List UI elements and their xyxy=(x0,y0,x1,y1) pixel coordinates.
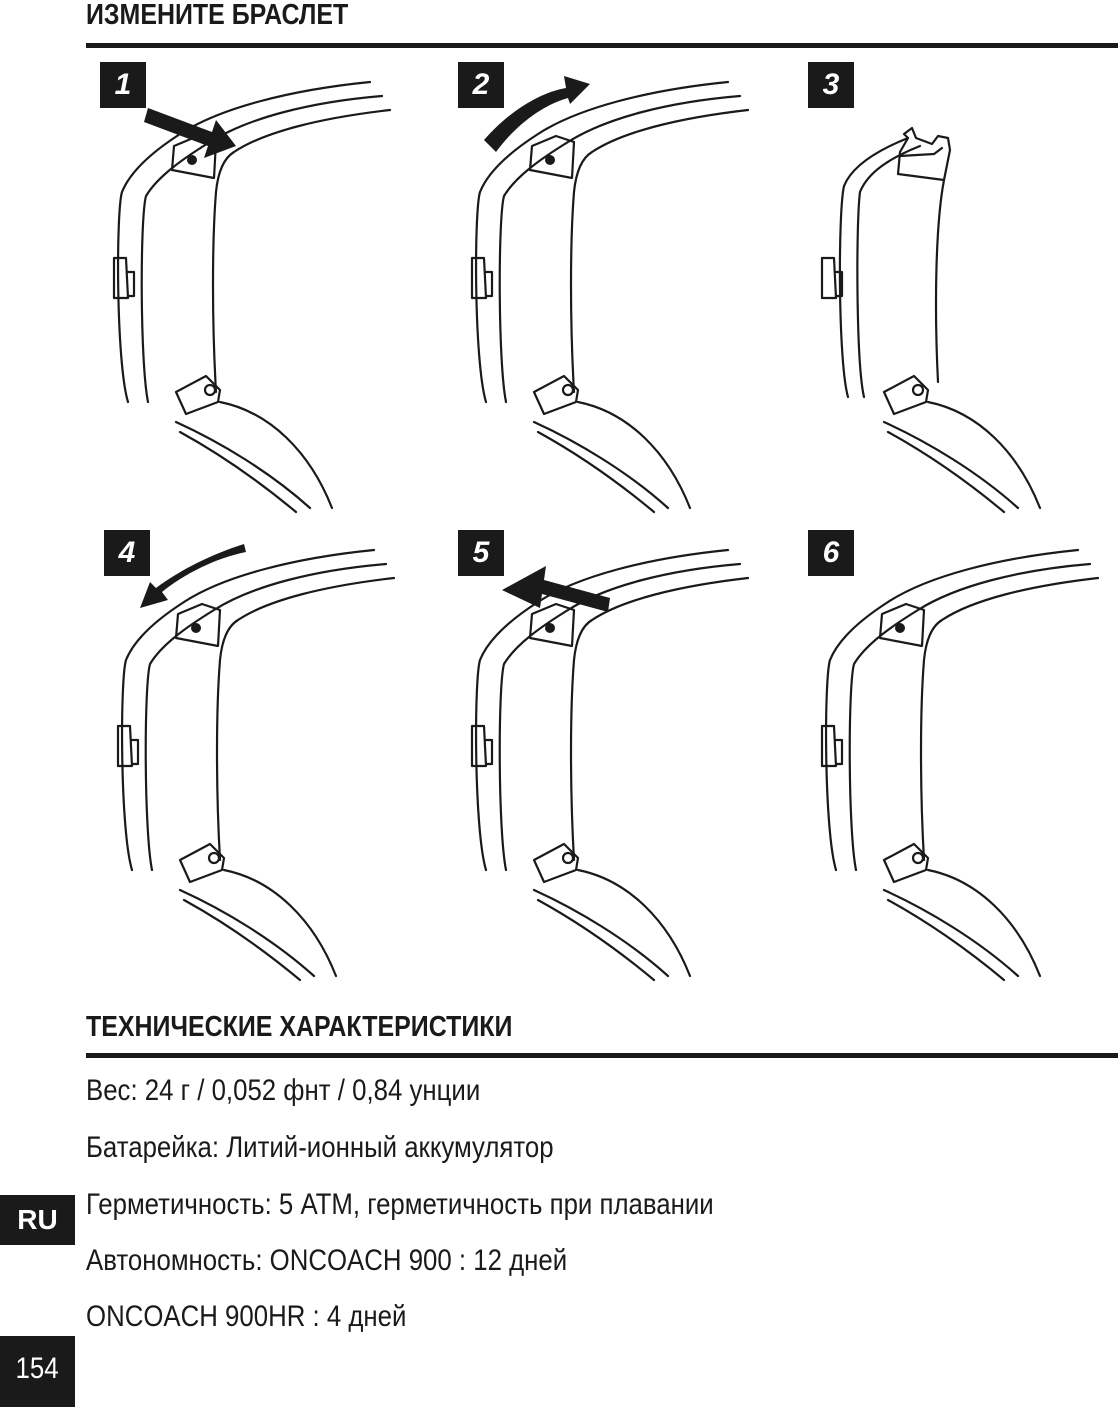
bracelet-drawing xyxy=(100,62,450,522)
band-inner-edge xyxy=(217,578,394,860)
step-number-badge: 3 xyxy=(808,62,854,108)
step-number-badge: 1 xyxy=(100,62,146,108)
band-inner-edge xyxy=(571,578,748,860)
side-button xyxy=(822,726,836,766)
step-number-badge: 6 xyxy=(808,530,854,576)
bracelet-drawing xyxy=(458,62,808,522)
bracelet-drawing xyxy=(104,530,454,990)
band-inner-edge xyxy=(857,146,920,397)
side-button-tab xyxy=(836,740,842,764)
side-button-tab xyxy=(128,272,134,296)
bottom-clip-pin xyxy=(913,853,923,863)
band-inside xyxy=(936,180,944,382)
bracelet-drawing xyxy=(458,530,808,990)
band-middle-edge xyxy=(500,96,740,402)
step-number-badge: 5 xyxy=(458,530,504,576)
spec-weight: Вес: 24 г / 0,052 фнт / 0,84 унции xyxy=(86,1074,481,1107)
step-4-illustration xyxy=(104,530,454,990)
section-title-specs: ТЕХНИЧЕСКИЕ ХАРАКТЕРИСТИКИ xyxy=(86,1011,513,1043)
clip-pin xyxy=(895,623,905,633)
step-1-illustration xyxy=(100,62,450,522)
band-inner-edge xyxy=(571,110,748,392)
spec-autonomy: Автономность: ONCOACH 900 : 12 дней xyxy=(86,1244,568,1277)
side-button xyxy=(822,258,836,298)
bottom-clip-pin xyxy=(205,385,215,395)
side-button xyxy=(118,726,132,766)
step-2-illustration xyxy=(458,62,808,522)
lower-band-middle xyxy=(180,432,296,512)
lower-band-middle xyxy=(538,432,654,512)
lower-band-outer xyxy=(534,422,668,508)
band-outer-edge xyxy=(826,550,1078,870)
lower-band-middle xyxy=(538,900,654,980)
step-number-badge: 4 xyxy=(104,530,150,576)
band-outer-edge xyxy=(118,82,370,402)
spec-autonomy-hr: ONCOACH 900HR : 4 дней xyxy=(86,1300,407,1333)
lower-band-middle xyxy=(888,432,1004,512)
bottom-clip-pin xyxy=(209,853,219,863)
page-number-tab xyxy=(0,1336,75,1407)
spec-water-resistance: Герметичность: 5 АТМ, герметичность при плавании xyxy=(86,1188,714,1221)
band-inner-edge xyxy=(213,110,390,392)
side-button xyxy=(472,258,486,298)
step-3-illustration xyxy=(808,62,1118,522)
lower-band-outer xyxy=(180,890,314,976)
section-title-change-bracelet: ИЗМЕНИТЕ БРАСЛЕТ xyxy=(86,0,349,31)
side-button xyxy=(472,726,486,766)
direction-arrow xyxy=(140,544,246,608)
bottom-clip-pin xyxy=(563,385,573,395)
page-number: 154 xyxy=(15,1352,60,1385)
section-divider xyxy=(86,1053,1118,1058)
lower-band-middle xyxy=(184,900,300,980)
band-middle-edge xyxy=(146,564,386,870)
band-middle-edge xyxy=(850,564,1090,870)
band-middle-edge xyxy=(500,564,740,870)
side-button-tab xyxy=(486,272,492,296)
bottom-clip-pin xyxy=(913,385,923,395)
language-tab: RU xyxy=(0,1195,75,1245)
lower-band-outer xyxy=(884,422,1018,508)
lower-band-outer xyxy=(176,422,310,508)
clip-pin xyxy=(545,155,555,165)
bottom-clip-pin xyxy=(563,853,573,863)
side-button-tab xyxy=(132,740,138,764)
side-button-tab xyxy=(486,740,492,764)
step-6-illustration xyxy=(808,530,1118,990)
bracelet-drawing xyxy=(808,530,1118,990)
band-middle-edge xyxy=(142,96,382,402)
clip-pin xyxy=(191,623,201,633)
spec-battery: Батарейка: Литий-ионный аккумулятор xyxy=(86,1131,554,1164)
lower-band-outer xyxy=(534,890,668,976)
band-outer-edge xyxy=(840,138,908,397)
step-5-illustration xyxy=(458,530,808,990)
section-divider xyxy=(86,43,1118,48)
step-number-badge: 2 xyxy=(458,62,504,108)
clip-pin xyxy=(187,155,197,165)
bracelet-drawing xyxy=(808,62,1118,522)
lower-band-outer xyxy=(884,890,1018,976)
lower-band-middle xyxy=(888,900,1004,980)
side-button xyxy=(114,258,128,298)
band-inner-edge xyxy=(921,578,1098,860)
clip-pin xyxy=(545,623,555,633)
